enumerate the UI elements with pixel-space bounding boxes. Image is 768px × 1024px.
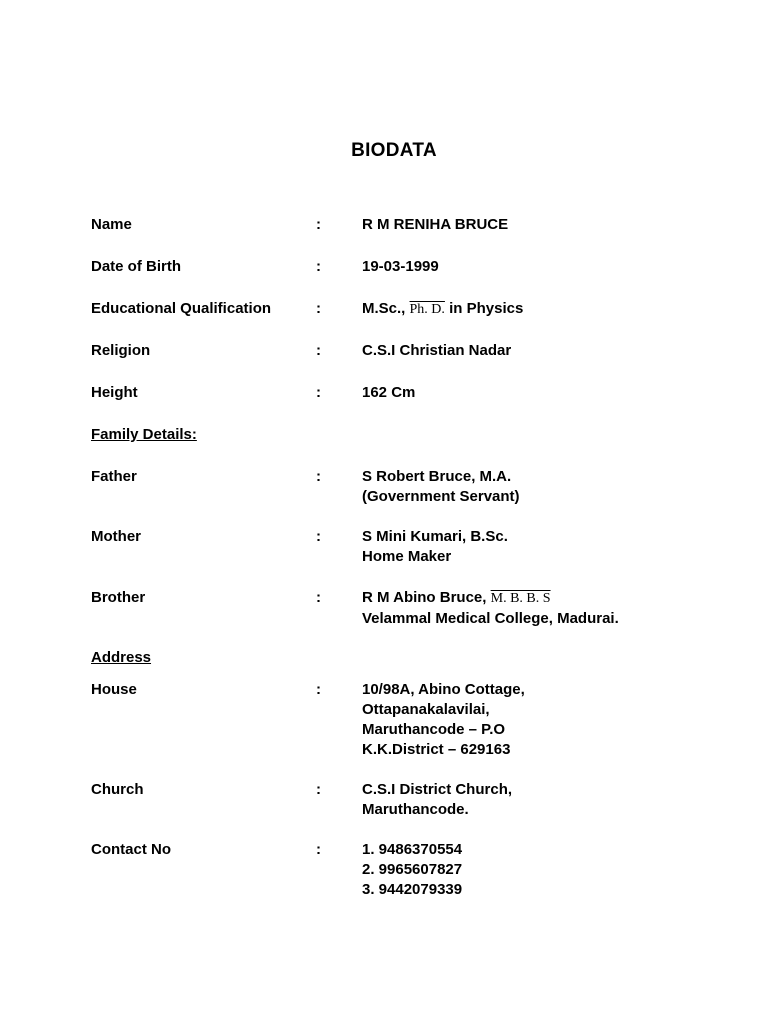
field-label-church: Church xyxy=(91,781,144,798)
field-label-brother: Brother xyxy=(91,589,146,606)
field-value-contact xyxy=(362,840,462,900)
education-degree-text: M.Sc., xyxy=(362,300,410,317)
section-heading-address: Address xyxy=(91,649,152,666)
field-separator: : xyxy=(316,216,321,233)
value-line: Maruthancode. xyxy=(362,801,469,818)
value-line: (Government Servant) xyxy=(362,488,520,505)
field-separator: : xyxy=(316,841,321,858)
field-value-religion: C.S.I Christian Nadar xyxy=(362,342,512,359)
brother-mbbs-equation: M. B. B. S xyxy=(490,591,551,606)
field-separator: : xyxy=(316,781,321,798)
field-separator: : xyxy=(316,468,321,485)
field-label-house: House xyxy=(91,681,137,698)
field-value-father xyxy=(362,467,520,507)
field-separator: : xyxy=(316,589,321,606)
field-value-height: 162 Cm xyxy=(362,384,416,401)
section-heading-family: Family Details: xyxy=(91,426,197,443)
value-line: Home Maker xyxy=(362,548,452,565)
field-value-house xyxy=(362,680,525,760)
value-line: Velammal Medical College, Madurai. xyxy=(362,610,619,627)
field-value-brother xyxy=(362,588,619,629)
field-label-father: Father xyxy=(91,468,137,485)
field-label-name: Name xyxy=(91,216,132,233)
value-line: 10/98A, Abino Cottage, xyxy=(362,681,525,698)
field-separator: : xyxy=(316,528,321,545)
value-line: S Mini Kumari, B.Sc. xyxy=(362,528,508,545)
field-value-name: R M RENIHA BRUCE xyxy=(362,216,509,233)
value-line: C.S.I District Church, xyxy=(362,781,513,798)
value-line: 3. 9442079339 xyxy=(362,881,463,898)
field-separator: : xyxy=(316,681,321,698)
value-line: Ottapanakalavilai, xyxy=(362,701,490,718)
field-label-contact: Contact No xyxy=(91,841,171,858)
field-separator: : xyxy=(316,384,321,401)
value-line xyxy=(362,588,619,609)
field-value-mother xyxy=(362,527,508,567)
value-line: 1. 9486370554 xyxy=(362,841,463,858)
value-line: Maruthancode – P.O xyxy=(362,721,506,738)
field-value-dob: 19-03-1999 xyxy=(362,258,439,275)
field-separator: : xyxy=(316,258,321,275)
field-separator: : xyxy=(316,342,321,359)
field-label-height: Height xyxy=(91,384,138,401)
value-line: K.K.District – 629163 xyxy=(362,741,511,758)
field-value-church xyxy=(362,780,512,820)
brother-name-text: R M Abino Bruce, xyxy=(362,589,491,606)
field-value-education xyxy=(362,299,523,320)
field-separator: : xyxy=(316,300,321,317)
value-line: S Robert Bruce, M.A. xyxy=(362,468,512,485)
education-phd-equation: Ph. D. xyxy=(409,302,445,317)
education-subject-text: in Physics xyxy=(444,300,524,317)
field-label-dob: Date of Birth xyxy=(91,258,181,275)
value-line: 2. 9965607827 xyxy=(362,861,463,878)
field-label-mother: Mother xyxy=(91,528,141,545)
field-label-education: Educational Qualification xyxy=(91,300,272,317)
field-label-religion: Religion xyxy=(91,342,151,359)
document-title: BIODATA xyxy=(351,140,437,161)
